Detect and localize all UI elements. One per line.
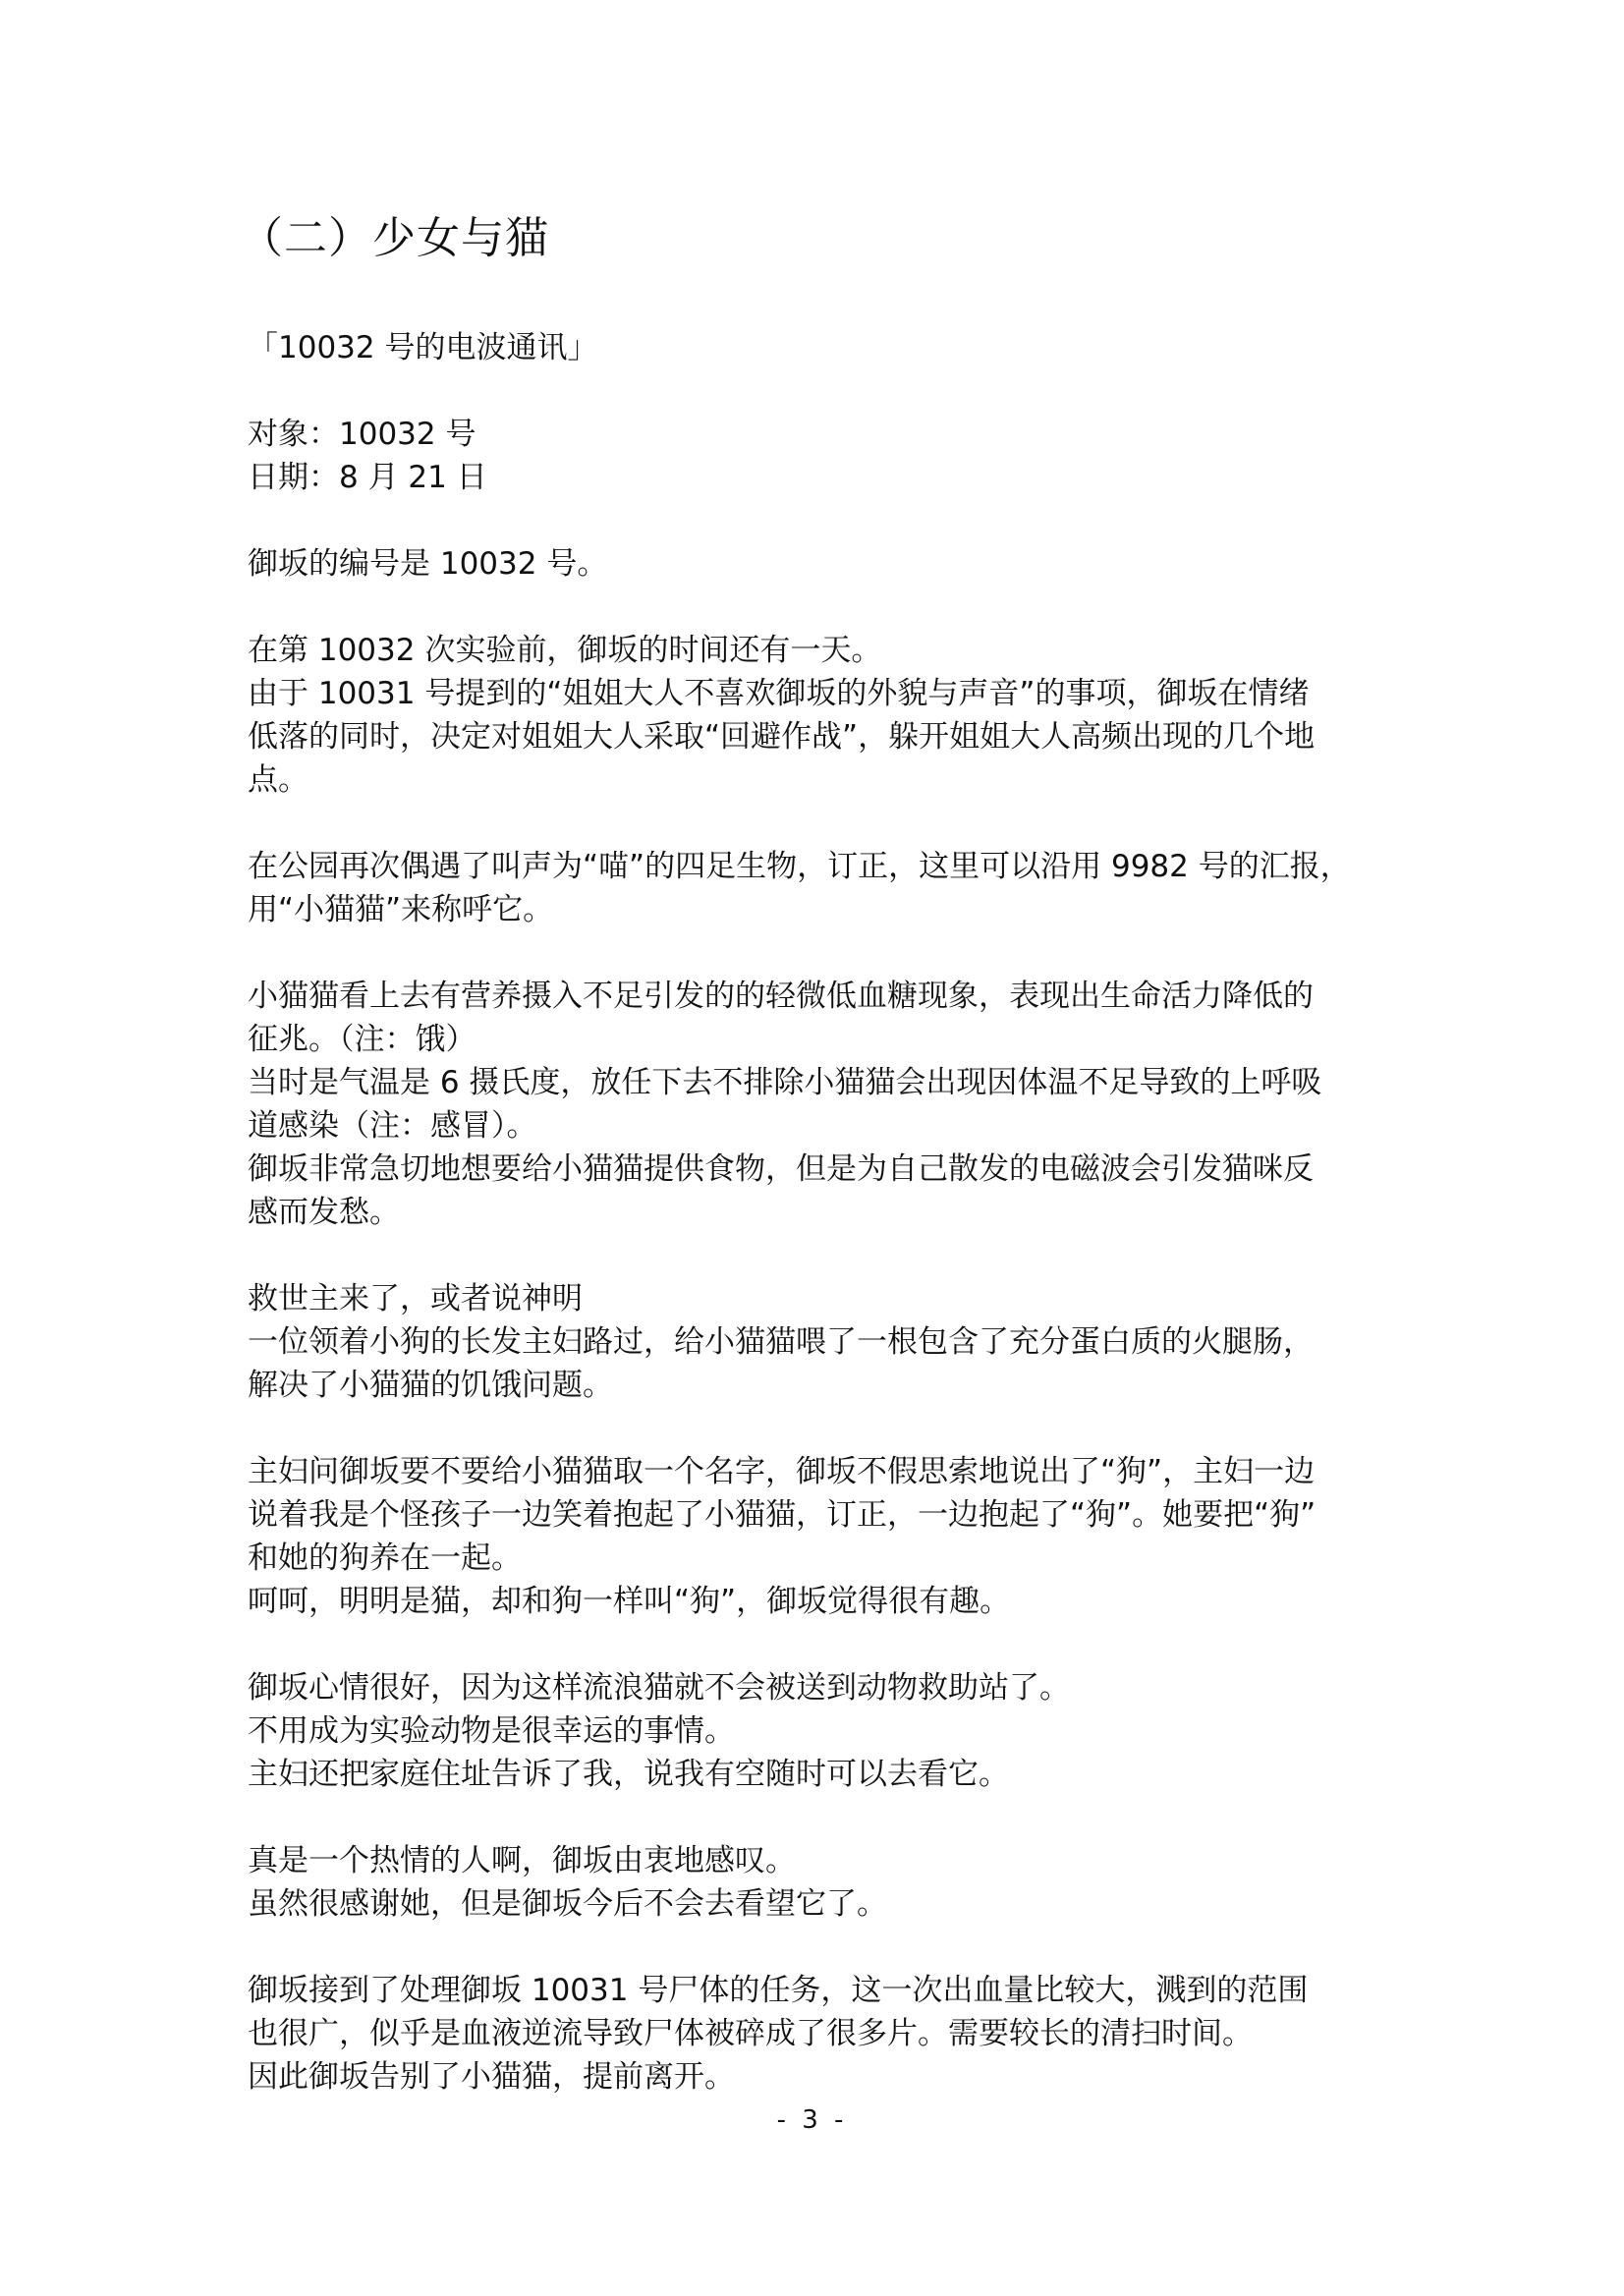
chapter-title: （二）少女与猫 xyxy=(240,213,549,263)
text-line: 当时是气温是 6 摄氏度，放任下去不排除小猫猫会出现因体温不足导致的上呼吸 xyxy=(248,1065,1322,1100)
text-line: 由于 10031 号提到的“姐姐大人不喜欢御坂的外貌与声音”的事项，御坂在情绪 xyxy=(248,676,1310,711)
text-line: 点。 xyxy=(248,762,308,798)
paragraph xyxy=(248,1839,1387,1926)
text-line: 因此御坂告别了小猫猫，提前离开。 xyxy=(248,2059,735,2095)
text-line: 虽然很感谢她，但是御坂今后不会去看望它了。 xyxy=(248,1886,887,1922)
paragraph xyxy=(248,1969,1387,2099)
text-line: 和她的狗养在一起。 xyxy=(248,1540,522,1576)
text-line: 救世主来了，或者说神明 xyxy=(248,1281,583,1316)
text-line: 御坂接到了处理御坂 10031 号尸体的任务，这一次出血量比较大，溅到的范围 xyxy=(248,1973,1309,2008)
text-line: 在公园再次偶遇了叫声为“喵”的四足生物，订正，这里可以沿用 9982 号的汇报， xyxy=(248,849,1351,884)
paragraph xyxy=(248,326,1387,369)
text-line: 对象：10032 号 xyxy=(248,417,476,452)
text-line: 说着我是个怪孩子一边笑着抱起了小猫猫，订正，一边抱起了“狗”。她要把“狗” xyxy=(248,1497,1316,1533)
text-line: 在第 10032 次实验前，御坂的时间还有一天。 xyxy=(248,633,882,668)
text-line: 感而发愁。 xyxy=(248,1195,400,1230)
paragraph xyxy=(248,1450,1387,1623)
text-line: 征兆。（注：饿） xyxy=(248,1022,476,1057)
paragraph xyxy=(248,542,1387,586)
text-line: 日期：8 月 21 日 xyxy=(248,460,487,495)
paragraph xyxy=(248,845,1387,931)
text-line: 低落的同时，决定对姐姐大人采取“回避作战”，躲开姐姐大人高频出现的几个地 xyxy=(248,719,1316,755)
text-line: 真是一个热情的人啊，御坂由衷地感叹。 xyxy=(248,1843,796,1878)
text-line: 解决了小猫猫的饥饿问题。 xyxy=(248,1368,613,1403)
text-line: 御坂的编号是 10032 号。 xyxy=(248,546,608,582)
text-line: 用“小猫猫”来称呼它。 xyxy=(248,892,554,927)
paragraph xyxy=(248,413,1387,499)
text-line: 御坂心情很好，因为这样流浪猫就不会被送到动物救助站了。 xyxy=(248,1670,1070,1706)
body-text xyxy=(248,326,1387,2142)
paragraph xyxy=(248,629,1387,802)
text-line: 一位领着小狗的长发主妇路过，给小猫猫喂了一根包含了充分蛋白质的火腿肠， xyxy=(248,1324,1314,1360)
paragraph xyxy=(248,975,1387,1234)
paragraph xyxy=(248,1277,1387,1407)
text-line: 主妇问御坂要不要给小猫猫取一个名字，御坂不假思索地说出了“狗”，主妇一边 xyxy=(248,1454,1316,1489)
text-line: 也很广，似乎是血液逆流导致尸体被碎成了很多片。需要较长的清扫时间。 xyxy=(248,2016,1253,2051)
page-number: - 3 - xyxy=(776,2105,848,2135)
text-line: 小猫猫看上去有营养摄入不足引发的的轻微低血糖现象，表现出生命活力降低的 xyxy=(248,979,1314,1014)
text-line: 道感染（注：感冒）。 xyxy=(248,1108,537,1144)
text-line: 不用成为实验动物是很幸运的事情。 xyxy=(248,1713,735,1749)
paragraph xyxy=(248,1666,1387,1796)
text-line: 御坂非常急切地想要给小猫猫提供食物，但是为自己散发的电磁波会引发猫咪反 xyxy=(248,1151,1314,1187)
text-line: 呵呵，明明是猫，却和狗一样叫“狗”，御坂觉得很有趣。 xyxy=(248,1584,1011,1619)
text-line: 「10032 号的电波通讯」 xyxy=(248,330,598,365)
text-line: 主妇还把家庭住址告诉了我，说我有空随时可以去看它。 xyxy=(248,1757,1009,1792)
